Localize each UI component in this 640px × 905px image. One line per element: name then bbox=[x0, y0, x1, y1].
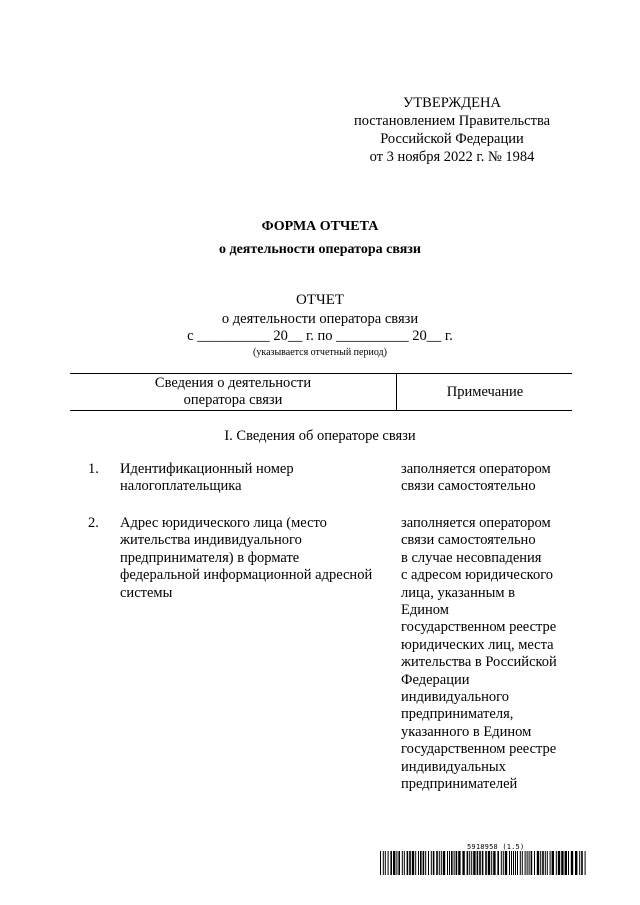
form-subtitle: о деятельности оператора связи bbox=[219, 242, 421, 257]
form-title: ФОРМА ОТЧЕТА bbox=[261, 219, 379, 234]
row-note bbox=[401, 461, 576, 496]
table-header-info-line: оператора связи bbox=[183, 392, 283, 408]
row-description-line: Идентификационный номер bbox=[120, 461, 294, 477]
row-description-line: федеральной информационной адресной bbox=[120, 567, 373, 584]
table-header bbox=[70, 373, 572, 411]
row-note-line: заполняется оператором bbox=[401, 515, 551, 531]
row-note-line: связи самостоятельно bbox=[401, 478, 536, 495]
row-note-line: связи самостоятельно bbox=[401, 532, 536, 549]
report-title: ОТЧЕТ bbox=[295, 292, 345, 308]
row-description bbox=[120, 515, 390, 602]
row-note-line: государственном реестре bbox=[401, 741, 557, 758]
row-description-line: предпринимателя) в формате bbox=[120, 549, 300, 566]
row-note-line: предпринимателя, bbox=[401, 706, 514, 723]
row-note-line: индивидуального bbox=[401, 689, 509, 706]
row-description-line: Адрес юридического лица (место bbox=[120, 515, 327, 531]
row-note-line: государственном реестре bbox=[401, 619, 557, 636]
approval-line: УТВЕРЖДЕНА bbox=[403, 95, 501, 111]
barcode-image bbox=[380, 851, 588, 875]
row-number: 2. bbox=[88, 515, 99, 531]
row-note-line: предпринимателей bbox=[401, 776, 518, 793]
row-number: 1. bbox=[88, 461, 99, 477]
row-note-line: указанного в Едином bbox=[401, 723, 532, 740]
row-note-line: юридических лиц, места bbox=[401, 636, 554, 653]
row-note-line: заполняется оператором bbox=[401, 461, 551, 477]
row-description-line: налогоплательщика bbox=[120, 478, 242, 495]
row-note-line: Едином bbox=[401, 602, 449, 619]
approval-line: от 3 ноября 2022 г. № 1984 bbox=[369, 149, 535, 165]
table-header-info bbox=[70, 374, 397, 410]
approval-stamp bbox=[340, 94, 564, 166]
table-header-note: Примечание bbox=[446, 384, 524, 400]
report-period-note: (указывается отчетный период) bbox=[253, 347, 387, 358]
row-description bbox=[120, 461, 390, 496]
row-note bbox=[401, 515, 576, 794]
approval-line: Российской Федерации bbox=[380, 131, 524, 147]
row-description-line: системы bbox=[120, 584, 173, 601]
row-note-line: жительства в Российской bbox=[401, 654, 557, 671]
row-note-line: Федерации bbox=[401, 671, 470, 688]
report-subtitle: о деятельности оператора связи bbox=[221, 311, 419, 327]
table-header-info-line: Сведения о деятельности bbox=[154, 375, 312, 391]
barcode-label: 5918958 (1.5) bbox=[467, 843, 525, 851]
row-note-line: в случае несовпадения bbox=[401, 549, 542, 566]
row-note-line: лица, указанным в bbox=[401, 584, 516, 601]
row-description-line: жительства индивидуального bbox=[120, 532, 302, 549]
report-period-line: с __________ 20__ г. по __________ 20__ г. bbox=[187, 328, 453, 344]
approval-line: постановлением Правительства bbox=[353, 113, 551, 129]
row-note-line: индивидуальных bbox=[401, 758, 506, 775]
row-note-line: с адресом юридического bbox=[401, 567, 554, 584]
section-title: I. Сведения об операторе связи bbox=[224, 428, 416, 444]
